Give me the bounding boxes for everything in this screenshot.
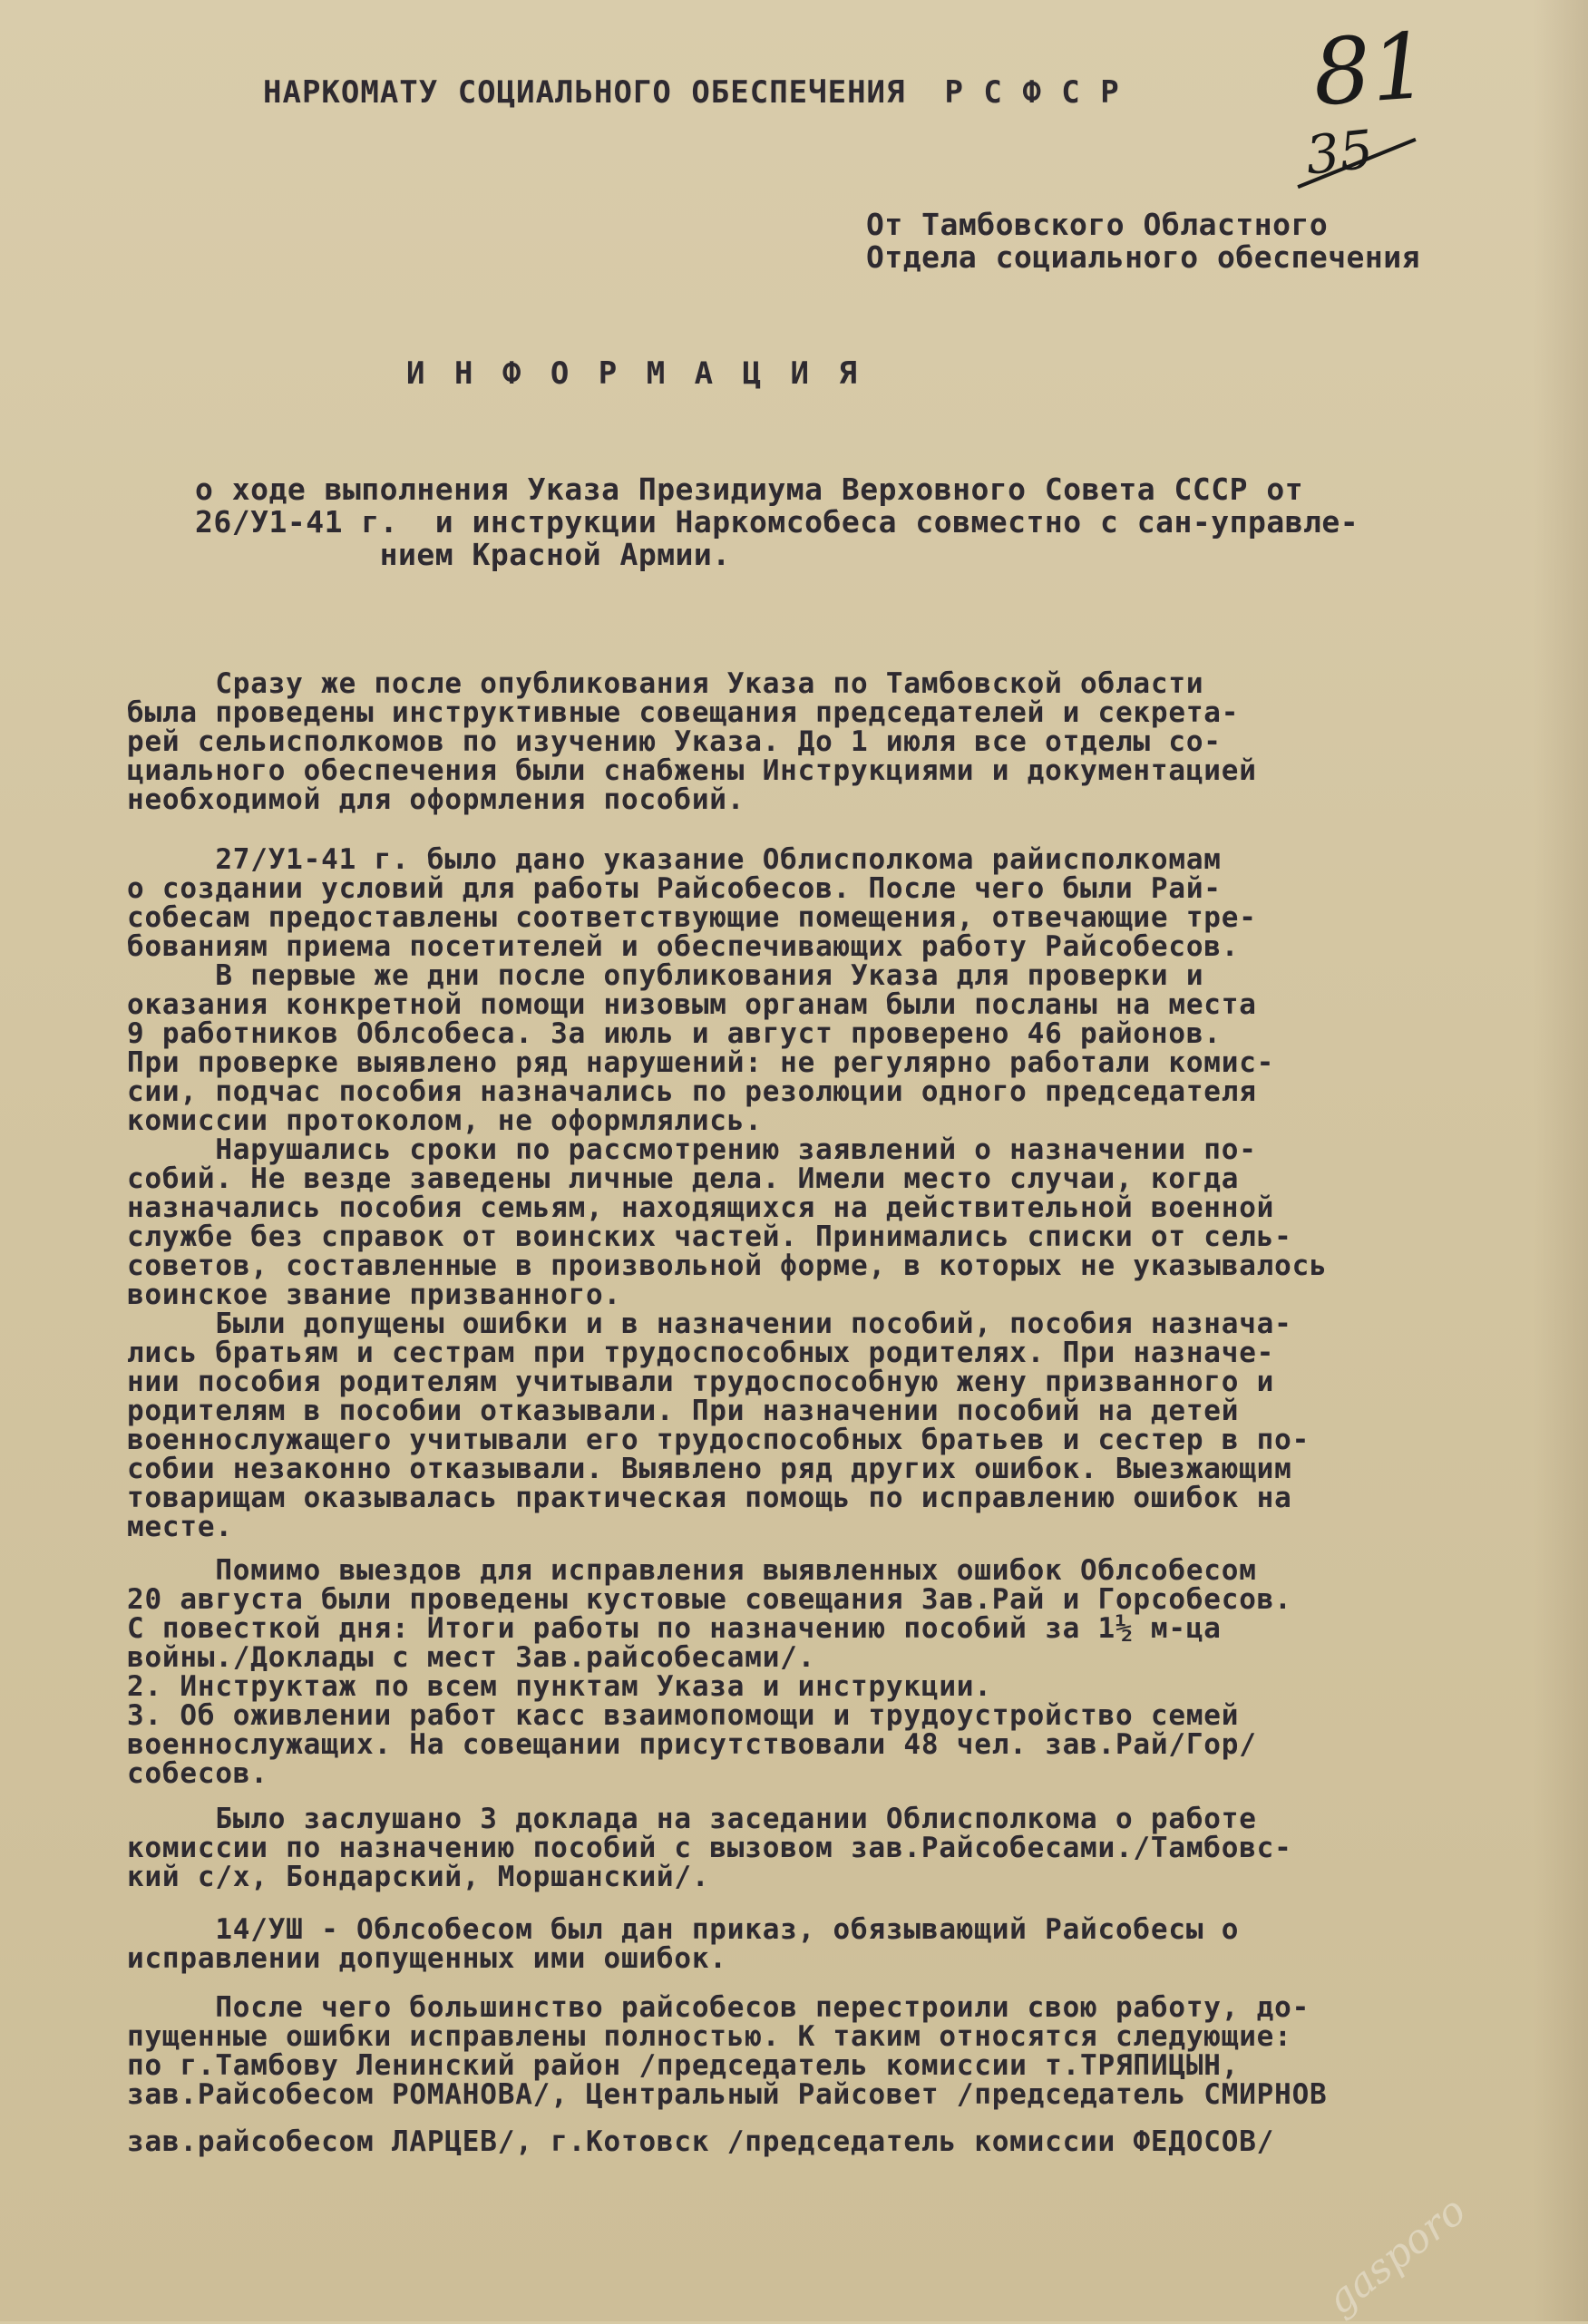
- body-line: 20 августа были проведены кустовые совещания Зав.Рай и Горсобесов.: [127, 1583, 1292, 1616]
- body-line: В первые же дни после опубликования Указа для проверки и: [127, 959, 1204, 992]
- body-line: необходимой для оформления пособий.: [127, 783, 745, 816]
- body-line: 2. Инструктаж по всем пунктам Указа и инструкции.: [127, 1670, 992, 1703]
- body-line: Нарушались сроки по рассмотрению заявлений о назначении по-: [127, 1133, 1257, 1166]
- body-line: циального обеспечения были снабжены Инструкциями и документацией: [127, 754, 1257, 787]
- body-line: После чего большинство райсобесов перестроили свою работу, до-: [127, 1991, 1310, 2024]
- body-line: о создании условий для работы Райсобесов. После чего были Рай-: [127, 872, 1222, 905]
- body-line: 27/У1-41 г. было дано указание Облисполкома райисполкомам: [127, 843, 1222, 876]
- body-line: нии пособия родителям учитывали трудоспособную жену призванного и: [127, 1366, 1275, 1398]
- body-line: оказания конкретной помощи низовым органам были посланы на места: [127, 988, 1257, 1021]
- body-line: зав.райсобесом ЛАРЦЕВ/, г.Котовск /председатель комиссии ФЕДОСОВ/: [127, 2125, 1275, 2158]
- handwritten-old-number: 35: [1302, 118, 1377, 187]
- body-line: советов, составленные в произвольной форме, в которых не указывалось: [127, 1250, 1328, 1282]
- subject-line-3: нием Красной Армии.: [195, 537, 731, 572]
- body-line: месте.: [127, 1511, 233, 1543]
- body-line: собесов.: [127, 1757, 268, 1790]
- body-line: При проверке выявлено ряд нарушений: не регулярно работали комис-: [127, 1046, 1275, 1079]
- body-line: войны./Доклады с мест Зав.райсобесами/.: [127, 1641, 816, 1674]
- body-line: бованиям приема посетителей и обеспечивающих работу Райсобесов.: [127, 930, 1240, 963]
- body-line: родителям в пособии отказывали. При назначении пособий на детей: [127, 1395, 1240, 1427]
- body-line: лись братьям и сестрам при трудоспособных родителях. При назначе-: [127, 1337, 1275, 1369]
- body-line: пущенные ошибки исправлены полностью. К таким относятся следующие:: [127, 2020, 1292, 2053]
- body-line: собий. Не везде заведены личные дела. Имели место случаи, когда: [127, 1162, 1240, 1195]
- body-line: товарищам оказывалась практическая помощь по исправлению ошибок на: [127, 1482, 1292, 1514]
- body-line: 14/УШ - Облсобесом был дан приказ, обязывающий Райсобесы о: [127, 1913, 1240, 1946]
- body-line: комиссии протоколом, не оформлялись.: [127, 1104, 763, 1137]
- body-line: службе без справок от воинских частей. Принимались списки от сель-: [127, 1220, 1292, 1253]
- sender-line-2: Отдела социального обеспечения: [866, 239, 1421, 275]
- subject-line-1: о ходе выполнения Указа Президиума Верховного Совета СССР от: [195, 472, 1304, 507]
- body-line: военнослужащих. На совещании присутствовали 48 чел. зав.Рай/Гор/: [127, 1728, 1257, 1761]
- body-line: Были допущены ошибки и в назначении пособий, пособия назнача-: [127, 1308, 1292, 1340]
- body-line: зав.Райсобесом РОМАНОВА/, Центральный Райсовет /председатель СМИРНОВ: [127, 2078, 1328, 2111]
- watermark-logo: gasporo: [1318, 2187, 1475, 2324]
- body-line: сии, подчас пособия назначались по резолюции одного председателя: [127, 1075, 1257, 1108]
- body-line: назначались пособия семьям, находящихся на действительной военной: [127, 1191, 1275, 1224]
- paper-edge-stain: [1534, 0, 1588, 2321]
- body-line: 9 работников Облсобеса. За июль и август проверено 46 районов.: [127, 1017, 1222, 1050]
- body-line: была проведены инструктивные совещания председателей и секрета-: [127, 696, 1240, 729]
- sender-line-1: От Тамбовского Областного: [866, 207, 1329, 242]
- body-line: Помимо выездов для исправления выявленных ошибок Облсобесом: [127, 1554, 1257, 1587]
- body-line: Сразу же после опубликования Указа по Тамбовской области: [127, 667, 1204, 700]
- body-line: С повесткой дня: Итоги работы по назначению пособий за 1½ м-ца: [127, 1612, 1222, 1645]
- document-title: И Н Ф О Р М А Ц И Я: [406, 355, 862, 392]
- body-line: собесам предоставлены соответствующие помещения, отвечающие тре-: [127, 901, 1257, 934]
- body-line: собии незаконно отказывали. Выявлено ряд других ошибок. Выезжающим: [127, 1453, 1292, 1485]
- body-line: комиссии по назначению пособий с вызовом зав.Райсобесами./Тамбовс-: [127, 1832, 1292, 1864]
- body-line: 3. Об оживлении работ касс взаимопомощи и трудоустройство семей: [127, 1699, 1240, 1732]
- body-line: кий с/х, Бондарский, Моршанский/.: [127, 1861, 710, 1893]
- body-line: исправлении допущенных ими ошибок.: [127, 1942, 727, 1975]
- body-line: рей сельисполкомов по изучению Указа. До 1 июля все отделы со-: [127, 725, 1222, 758]
- handwritten-page-number: 81: [1310, 12, 1433, 127]
- subject-line-2: 26/У1-41 г. и инструкции Наркомсобеса совместно с сан-управле-: [195, 504, 1359, 540]
- body-line: военнослужащего учитывали его трудоспособных братьев и сестер в по-: [127, 1424, 1310, 1456]
- body-line: по г.Тамбову Ленинский район /председатель комиссии т.ТРЯПИЦЫН,: [127, 2049, 1240, 2082]
- body-line: воинское звание призванного.: [127, 1279, 621, 1311]
- body-line: Было заслушано 3 доклада на заседании Облисполкома о работе: [127, 1803, 1257, 1835]
- ministry-header: НАРКОМАТУ СОЦИАЛЬНОГО ОБЕСПЕЧЕНИЯ Р С Ф С Р: [263, 74, 1120, 111]
